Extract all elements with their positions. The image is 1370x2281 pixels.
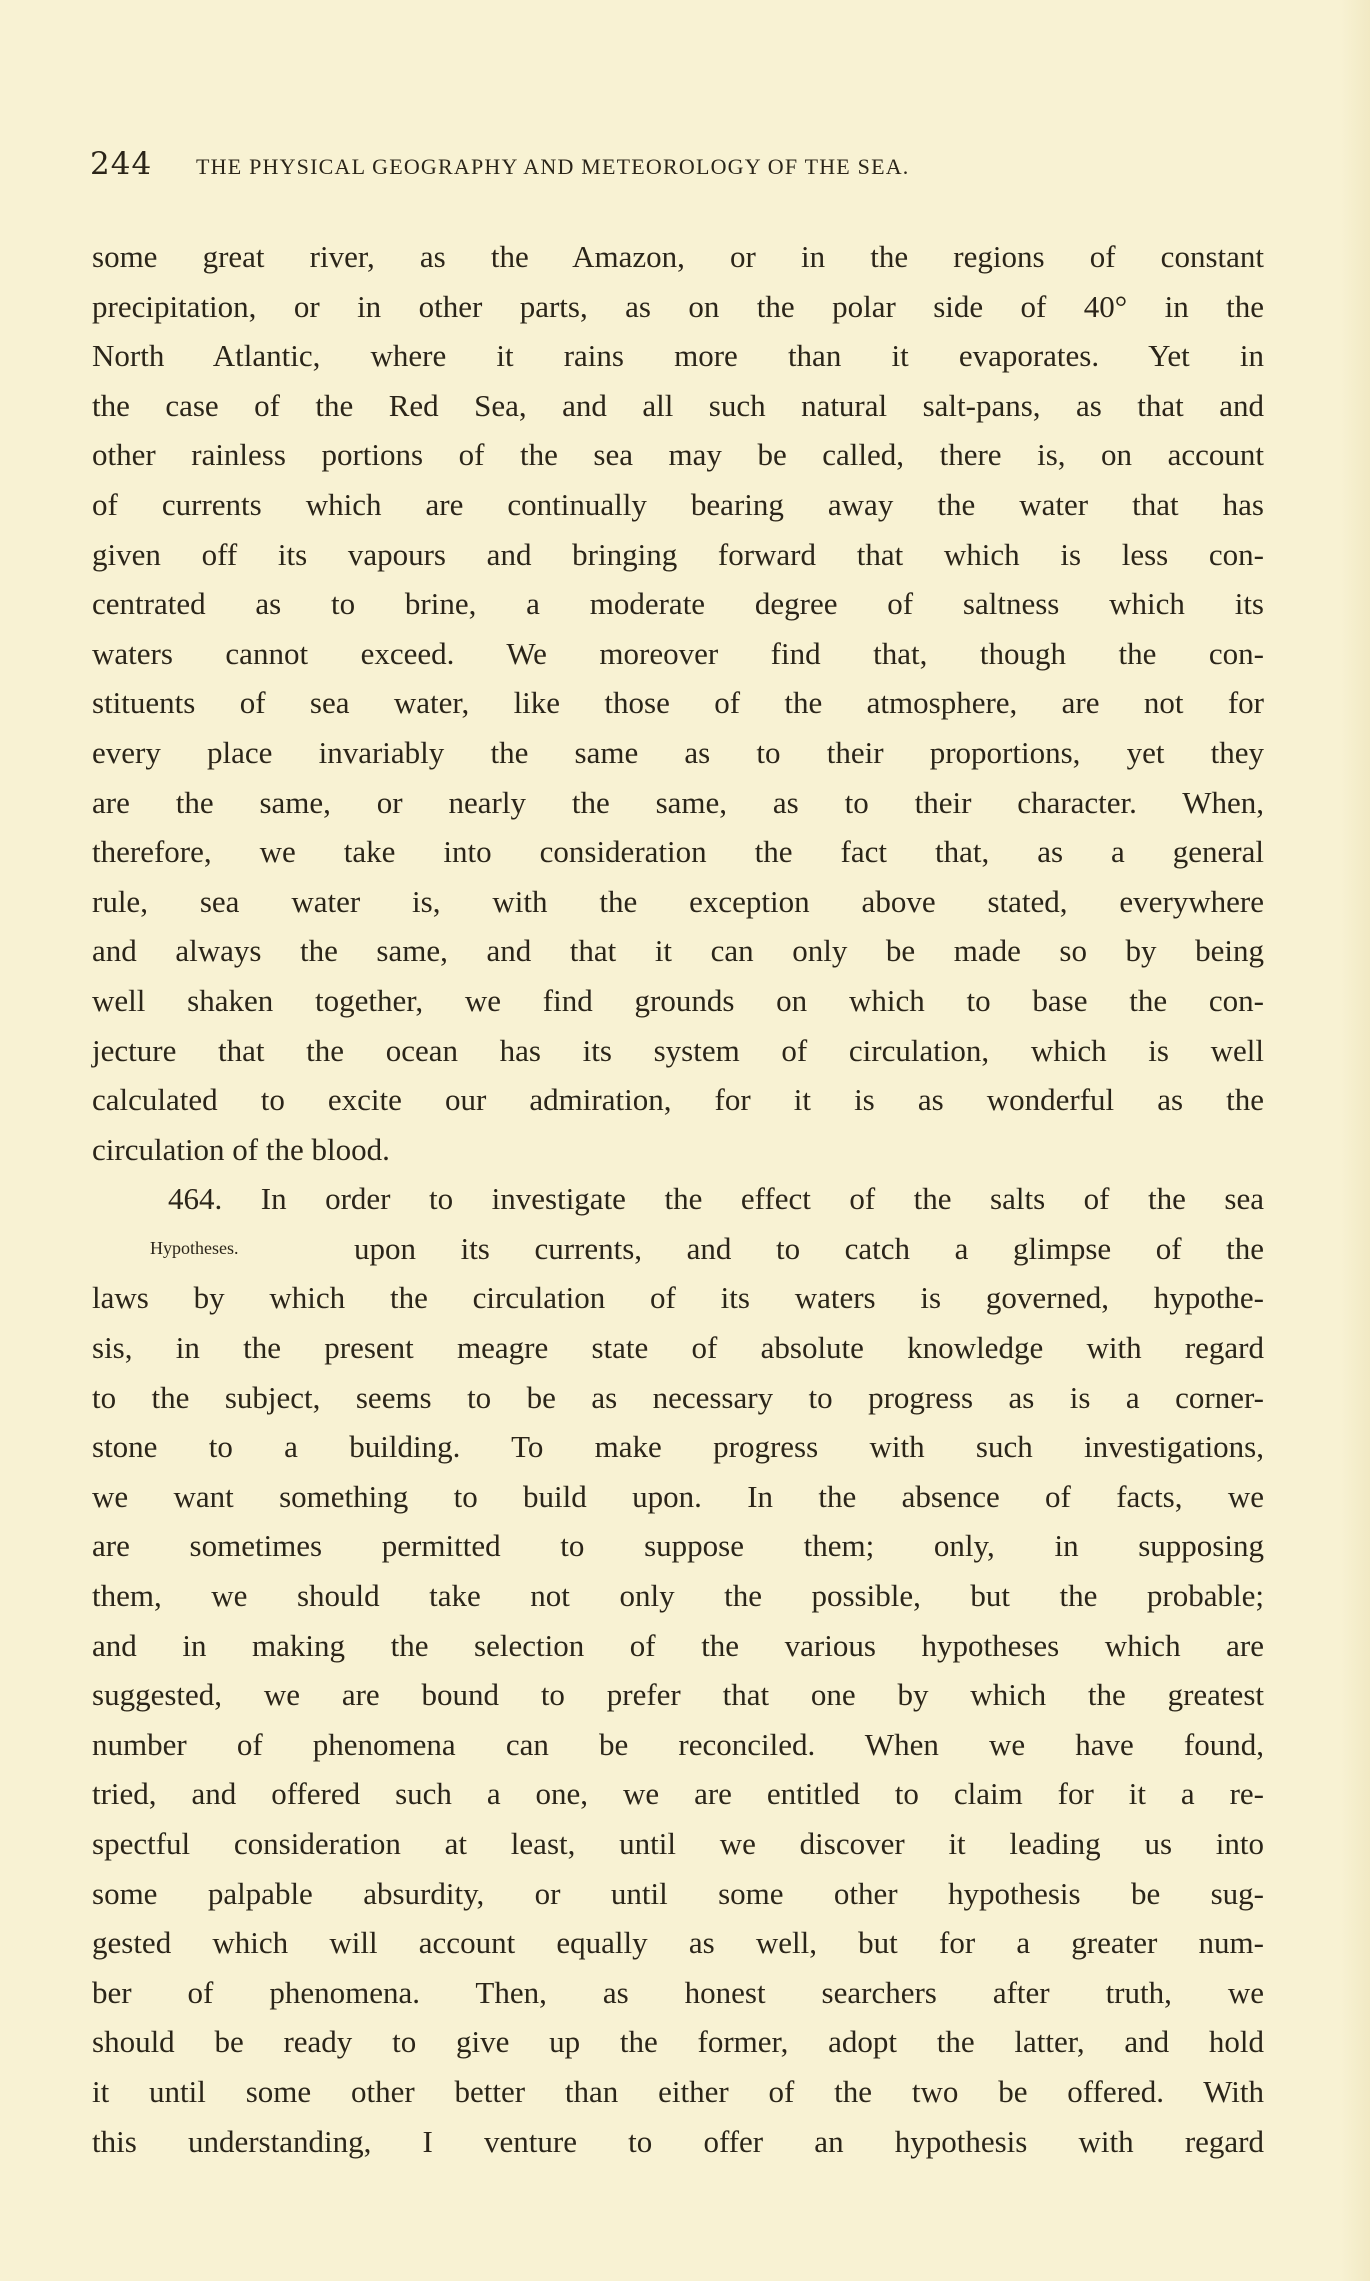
line-text: calculated to excite our admiration, for it is as wonderful as the [92, 1082, 1264, 1118]
text-line [92, 1769, 1264, 1819]
text-line [92, 877, 1264, 927]
text-line [92, 1224, 1264, 1274]
line-text: 464. In order to investigate the effect of the salts of the sea [168, 1181, 1264, 1217]
text-line [92, 1026, 1264, 1076]
line-text: should be ready to give up the former, adopt the latter, and hold [92, 2024, 1264, 2060]
line-text: circulation of the blood. [92, 1131, 390, 1167]
text-line [92, 1819, 1264, 1869]
text-line [92, 1918, 1264, 1968]
text-line [92, 1521, 1264, 1571]
text-line [92, 579, 1264, 629]
line-text: it until some other better than either of the two be offered. With [92, 2073, 1264, 2109]
text-line [92, 629, 1264, 679]
line-text: jecture that the ocean has its system of circulation, which is well [92, 1032, 1264, 1068]
text-line [92, 430, 1264, 480]
line-text: every place invariably the same as to their proportions, yet they [92, 734, 1264, 770]
text-line [92, 381, 1264, 431]
text-line [92, 1075, 1264, 1125]
text-line [92, 1571, 1264, 1621]
line-text: upon its currents, and to catch a glimpse of the [354, 1230, 1264, 1266]
text-line [92, 1273, 1264, 1323]
line-text: well shaken together, we find grounds on which to base the con- [92, 982, 1264, 1018]
line-text: stituents of sea water, like those of the atmosphere, are not for [92, 685, 1264, 721]
text-line [92, 1968, 1264, 2018]
line-text: and in making the selection of the various hypotheses which are [92, 1627, 1264, 1663]
line-text: tried, and offered such a one, we are entitled to claim for it a re- [92, 1776, 1264, 1812]
text-line [92, 1869, 1264, 1919]
line-text: sis, in the present meagre state of absolute knowledge with regard [92, 1330, 1264, 1366]
text-line [92, 976, 1264, 1026]
line-text: are the same, or nearly the same, as to their character. When, [92, 784, 1264, 820]
line-text: them, we should take not only the possible, but the probable; [92, 1578, 1264, 1614]
line-text: gested which will account equally as well, but for a greater num- [92, 1925, 1264, 1961]
text-line [92, 1174, 1264, 1224]
text-line [92, 1323, 1264, 1373]
line-text: other rainless portions of the sea may be called, there is, on account [92, 437, 1264, 473]
text-line [92, 480, 1264, 530]
text-line [92, 1373, 1264, 1423]
text-line [92, 1125, 1264, 1175]
line-text: some great river, as the Amazon, or in the regions of constant [92, 239, 1264, 274]
running-title: THE PHYSICAL GEOGRAPHY AND METEOROLOGY OF THE SEA. [196, 154, 910, 179]
line-text: precipitation, or in other parts, as on the polar side of 40° in the [92, 288, 1264, 324]
text-line [92, 2067, 1264, 2117]
line-text: this understanding, I venture to offer an hypothesis with regard [92, 2123, 1264, 2159]
line-text: laws by which the circulation of its waters is governed, hypothe- [92, 1280, 1264, 1316]
line-text: some palpable absurdity, or until some other hypothesis be sug- [92, 1875, 1264, 1911]
page-header [90, 146, 1180, 186]
text-line [92, 2017, 1264, 2067]
line-text: to the subject, seems to be as necessary to progress as is a corner- [92, 1379, 1264, 1415]
text-line [92, 282, 1264, 332]
text-line [92, 678, 1264, 728]
text-line [92, 926, 1264, 976]
line-text: given off its vapours and bringing forward that which is less con- [92, 536, 1264, 572]
line-text: centrated as to brine, a moderate degree of saltness which its [92, 586, 1264, 622]
text-line [92, 530, 1264, 580]
text-line [92, 1670, 1264, 1720]
text-line [92, 1720, 1264, 1770]
line-text: suggested, we are bound to prefer that one by which the greatest [92, 1677, 1264, 1713]
line-text: of currents which are continually bearing away the water that has [92, 486, 1264, 522]
line-text: rule, sea water is, with the exception above stated, everywhere [92, 883, 1264, 919]
page-number: 244 [90, 146, 153, 182]
line-text: North Atlantic, where it rains more than it evaporates. Yet in [92, 338, 1264, 374]
line-text: are sometimes permitted to suppose them; only, in supposing [92, 1528, 1264, 1564]
text-line [92, 728, 1264, 778]
text-line [92, 1472, 1264, 1522]
text-line [92, 331, 1264, 381]
page-edge [1340, 0, 1370, 2281]
text-line [92, 827, 1264, 877]
text-line [92, 1621, 1264, 1671]
line-text: and always the same, and that it can only be made so by being [92, 933, 1264, 969]
line-text: spectful consideration at least, until we discover it leading us into [92, 1826, 1264, 1861]
text-line [92, 2117, 1264, 2167]
body-text [92, 232, 1264, 2166]
line-text: therefore, we take into consideration the fact that, as a general [92, 834, 1264, 870]
text-line [92, 778, 1264, 828]
line-text: the case of the Red Sea, and all such natural salt-pans, as that and [92, 387, 1264, 423]
line-text: waters cannot exceed. We moreover find that, though the con- [92, 635, 1264, 671]
line-text: ber of phenomena. Then, as honest searchers after truth, we [92, 1974, 1264, 2010]
line-text: we want something to build upon. In the absence of facts, we [92, 1478, 1264, 1514]
line-text: number of phenomena can be reconciled. When we have found, [92, 1726, 1264, 1762]
margin-note: Hypotheses. [150, 1237, 239, 1258]
line-text: stone to a building. To make progress with such investigations, [92, 1429, 1264, 1465]
text-line [92, 1422, 1264, 1472]
text-line [92, 232, 1264, 282]
